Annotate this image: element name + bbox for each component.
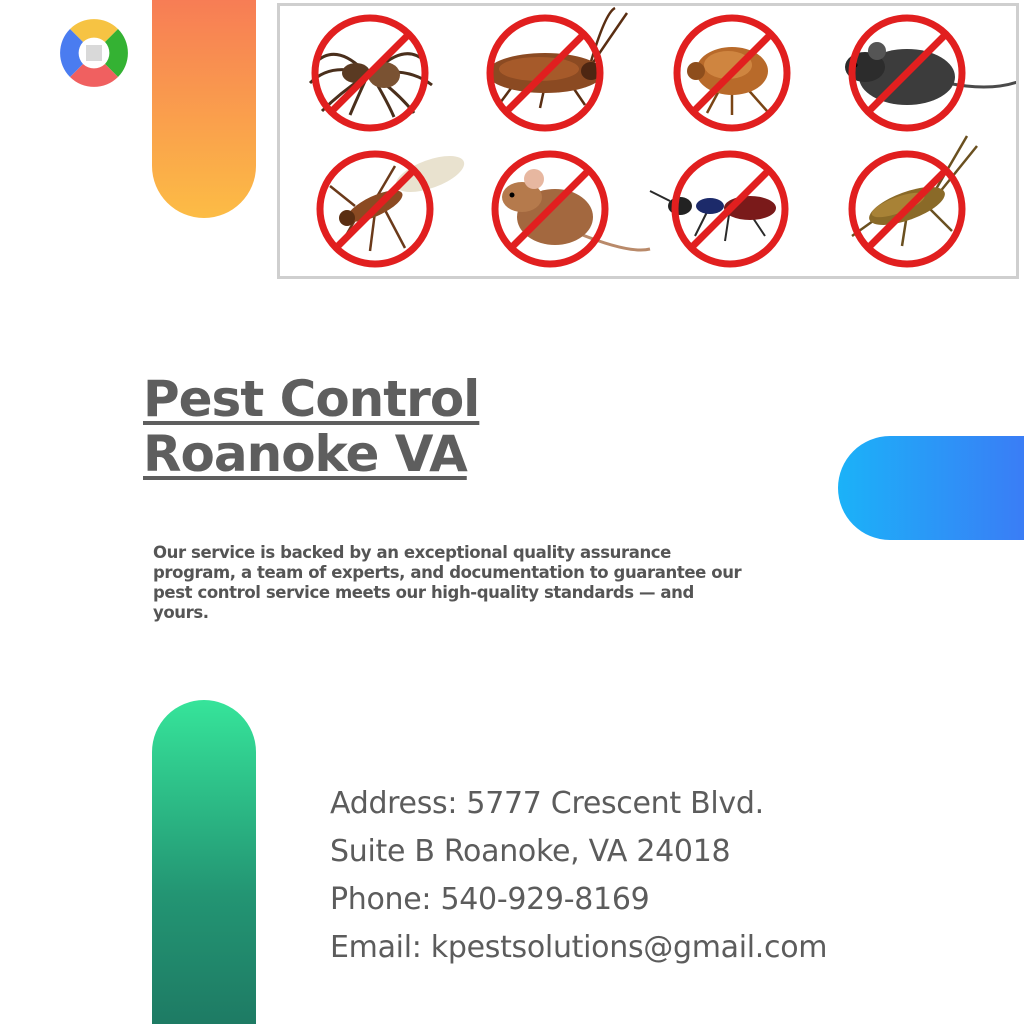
pest-prohibition-image — [277, 3, 1019, 279]
decorative-orange-bar — [152, 0, 256, 218]
ant-icon — [650, 191, 776, 241]
prohibition-sign-icon — [320, 154, 430, 264]
address-line-2: Suite B Roanoke, VA 24018 — [330, 834, 731, 869]
prohibition-sign-icon — [852, 154, 962, 264]
title-line-2: Roanoke VA — [143, 425, 467, 483]
title-line-1: Pest Control — [143, 370, 480, 428]
page-title — [143, 372, 479, 482]
service-description: Our service is backed by an exceptional quality assurance program, a team of experts, and documentation to guarantee our pest control service meets our high-quality standards — and yours. — [153, 543, 742, 622]
decorative-green-bar — [152, 700, 256, 1024]
decorative-blue-bar — [838, 436, 1024, 540]
company-logo-icon — [58, 17, 130, 89]
contact-block — [330, 780, 827, 972]
address-line-1: Address: 5777 Crescent Blvd. — [330, 786, 764, 821]
phone-number[interactable]: Phone: 540-929-8169 — [330, 882, 650, 917]
email-address[interactable]: Email: kpestsolutions@gmail.com — [330, 930, 828, 965]
